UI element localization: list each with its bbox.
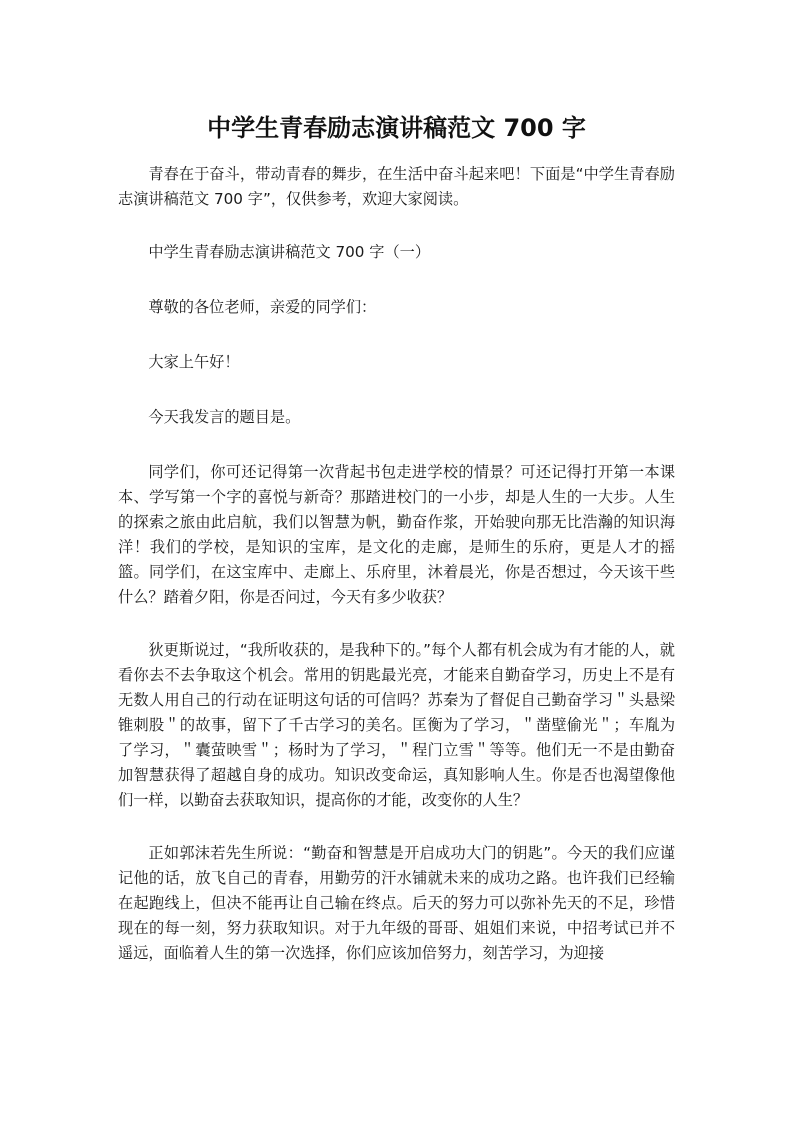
- body-paragraph-2: 狄更斯说过，“我所收获的，是我种下的。”每个人都有机会成为有才能的人，就看你去不去争取这个机会。常用的钥匙最光亮，才能来自勤奋学习，历史上不是有无数人用自己的行动在证明这句话的可信吗？苏秦为了督促自己勤奋学习＂头悬梁锥刺股＂的故事，留下了千古学习的美名。匡衡为了学习，＂凿壁偷光＂；车胤为了学习，＂囊萤映雪＂；杨时为了学习，＂程门立雪＂等等。他们无一不是由勤奋加智慧获得了超越自身的成功。知识改变命运，真知影响人生。你是否也渴望像他们一样，以勤奋去获取知识，提高你的才能，改变你的人生？: [118, 641, 675, 809]
- intro-paragraph: 青春在于奋斗，带动青春的舞步，在生活中奋斗起来吧！下面是“中学生青春励志演讲稿范文 700 字”，仅供参考，欢迎大家阅读。: [118, 165, 675, 208]
- salutation: 尊敬的各位老师，亲爱的同学们：: [148, 298, 377, 316]
- greeting: 大家上午好！: [148, 353, 240, 371]
- document-title: 中学生青春励志演讲稿范文 700 字: [207, 114, 586, 142]
- topic-line: 今天我发言的题目是。: [148, 408, 301, 426]
- section-heading: 中学生青春励志演讲稿范文 700 字（一）: [148, 243, 431, 261]
- body-paragraph-3: 正如郭沫若先生所说：“勤奋和智慧是开启成功大门的钥匙”。今天的我们应谨记他的话，放飞自己的青春，用勤劳的汗水铺就未来的成功之路。也许我们已经输在起跑线上，但决不能再让自己输在终点。后天的努力可以弥补先天的不足，珍惜现在的每一刻，努力获取知识。对于九年级的哥哥、姐姐们来说，中招考试已并不遥远，面临着人生的第一次选择，你们应该加倍努力，刻苦学习，为迎接: [118, 844, 675, 962]
- body-paragraph-1: 同学们，你可还记得第一次背起书包走进学校的情景？可还记得打开第一本课本、学写第一个字的喜悦与新奇？那踏进校门的一小步，却是人生的一大步。人生的探索之旅由此启航，我们以智慧为帆，勤奋作浆，开始驶向那无比浩瀚的知识海洋！我们的学校，是知识的宝库，是文化的走廊，是师生的乐府，更是人才的摇篮。同学们，在这宝库中、走廊上、乐府里，沐着晨光，你是否想过，今天该干些什么？踏着夕阳，你是否问过，今天有多少收获？: [118, 463, 675, 606]
